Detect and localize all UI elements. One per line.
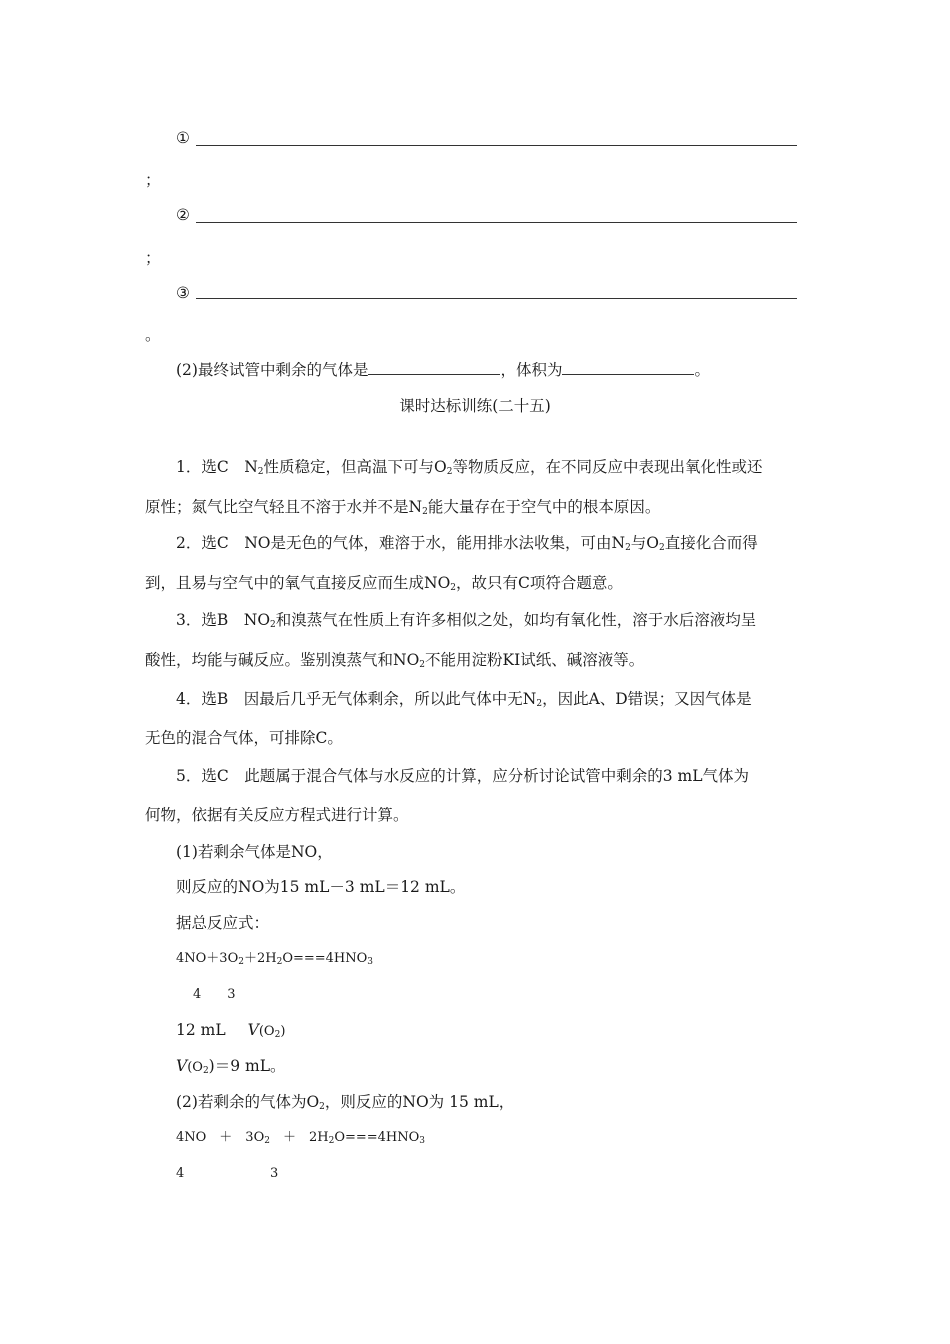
eq2-part-c: O===4HNO bbox=[334, 1130, 420, 1145]
answer-2-mid: 与O bbox=[630, 534, 660, 552]
answer-5-case-2 bbox=[176, 1092, 514, 1112]
sub-2: 2 bbox=[270, 620, 276, 630]
volume-close: ) bbox=[280, 1024, 286, 1039]
blank-item-2-marker: ② bbox=[176, 206, 190, 224]
equation-1-coefficients: 4 3 bbox=[193, 987, 236, 1002]
sub-2: 2 bbox=[202, 1066, 209, 1076]
question-2-end: 。 bbox=[694, 361, 710, 379]
answer-4-tail: ，因此A、D错误；又因气体是 bbox=[542, 690, 752, 708]
volume-paren: (O bbox=[258, 1024, 275, 1039]
answer-5-case-1-calc: 则反应的NO为15 mL－3 mL＝12 mL。 bbox=[176, 878, 466, 896]
answer-2-line-2 bbox=[145, 573, 623, 593]
answer-5-case-1: (1)若剩余气体是NO， bbox=[176, 843, 333, 861]
blank-line-3[interactable] bbox=[196, 298, 797, 299]
sub-2: 2 bbox=[450, 583, 457, 593]
equation-1 bbox=[176, 949, 373, 969]
answer-2-line-1 bbox=[176, 533, 758, 553]
sub-2: 2 bbox=[625, 543, 631, 553]
answer-3-line-1 bbox=[176, 610, 756, 630]
case-2-head: (2)若剩余的气体为O bbox=[176, 1093, 320, 1111]
eq1-part-c: O===4HNO bbox=[282, 951, 368, 966]
answer-5-result bbox=[176, 1056, 286, 1078]
blank-item-3-end: 。 bbox=[145, 326, 161, 344]
result-paren: (O bbox=[187, 1060, 203, 1075]
sub-2: 2 bbox=[419, 660, 426, 670]
answer-4-line-1 bbox=[176, 689, 752, 709]
blank-item-2-end: ； bbox=[145, 249, 161, 267]
answer-1-mid: 性质稳定，但高温下可与O bbox=[263, 458, 447, 476]
eq1-part-a: 4NO＋3O bbox=[176, 951, 239, 966]
answer-3-l2-head: 酸性，均能与碱反应。鉴别溴蒸气和NO bbox=[145, 651, 420, 669]
blank-item-3-marker: ③ bbox=[176, 284, 190, 302]
answer-1-l2-tail: 能大量存在于空气中的根本原因。 bbox=[427, 498, 661, 516]
sub-2: 2 bbox=[257, 467, 264, 477]
answer-5-line-1: 5．选C 此题属于混合气体与水反应的计算，应分析讨论试管中剩余的3 mL气体为 bbox=[176, 767, 750, 785]
answer-3-head: 3．选B NO bbox=[176, 611, 271, 629]
sub-2: 2 bbox=[536, 699, 543, 709]
answer-1-tail: 等物质反应，在不同反应中表现出氧化性或还 bbox=[452, 458, 763, 476]
question-2 bbox=[176, 359, 710, 380]
equation-2-coef-a: 4 bbox=[176, 1166, 185, 1181]
sub-3: 3 bbox=[419, 1136, 426, 1146]
answer-3-tail: 和溴蒸气在性质上有许多相似之处，如均有氧化性，溶于水后溶液均呈 bbox=[275, 611, 757, 629]
answer-1-line-1 bbox=[176, 457, 763, 477]
equation-1-quantities bbox=[176, 1020, 285, 1042]
answer-5-line-2: 何物，依据有关反应方程式进行计算。 bbox=[145, 806, 409, 824]
sub-2: 2 bbox=[328, 1136, 335, 1146]
equation-2-coef-b: 3 bbox=[270, 1166, 279, 1181]
eq1-part-b: ＋2H bbox=[243, 951, 277, 966]
answer-4-line-2: 无色的混合气体，可排除C。 bbox=[145, 729, 343, 747]
answer-5-total-reaction-label: 据总反应式： bbox=[176, 914, 270, 932]
answer-2-head: 2．选C NO是无色的气体，难溶于水，能用排水法收集，可由N bbox=[176, 534, 626, 552]
answer-1-l2-head: 原性；氮气比空气轻且不溶于水并不是N bbox=[145, 498, 423, 516]
answer-2-l2-head: 到，且易与空气中的氧气直接反应而生成NO bbox=[145, 574, 451, 592]
blank-line-2[interactable] bbox=[196, 222, 797, 223]
answer-2-tail: 直接化合而得 bbox=[664, 534, 758, 552]
sub-2: 2 bbox=[319, 1102, 325, 1112]
section-title: 课时达标训练(二十五) bbox=[399, 397, 551, 415]
sub-2: 2 bbox=[238, 957, 244, 967]
eq2-part-b: ＋ 2H bbox=[269, 1130, 329, 1145]
quantity-no: 12 mL bbox=[176, 1021, 226, 1039]
question-2-volume-label: ，体积为 bbox=[500, 361, 563, 379]
result-var: V bbox=[176, 1057, 188, 1075]
sub-2: 2 bbox=[422, 507, 428, 517]
blank-line-1[interactable] bbox=[196, 145, 797, 146]
blank-item-1-end: ； bbox=[145, 171, 161, 189]
answer-1-head: 1．选C N bbox=[176, 458, 258, 476]
sub-2: 2 bbox=[264, 1136, 270, 1146]
sub-2: 2 bbox=[276, 957, 283, 967]
sub-3: 3 bbox=[367, 957, 374, 967]
volume-blank[interactable] bbox=[562, 359, 694, 375]
answer-3-line-2 bbox=[145, 650, 644, 670]
sub-2: 2 bbox=[446, 467, 453, 477]
result-tail: )＝9 mL。 bbox=[208, 1057, 286, 1075]
answer-3-l2-tail: 不能用淀粉KI试纸、碱溶液等。 bbox=[425, 651, 645, 669]
eq2-part-a: 4NO ＋ 3O bbox=[176, 1130, 265, 1145]
equation-2 bbox=[176, 1128, 425, 1148]
answer-1-line-2 bbox=[145, 497, 660, 517]
sub-2: 2 bbox=[274, 1030, 281, 1040]
answer-2-l2-tail: ，故只有C项符合题意。 bbox=[456, 574, 623, 592]
question-2-text: (2)最终试管中剩余的气体是 bbox=[176, 361, 369, 379]
answer-4-head: 4．选B 因最后几乎无气体剩余，所以此气体中无N bbox=[176, 690, 537, 708]
remaining-gas-blank[interactable] bbox=[368, 359, 500, 375]
sub-2: 2 bbox=[659, 543, 665, 553]
blank-item-1-marker: ① bbox=[176, 129, 190, 147]
volume-var: V bbox=[247, 1021, 259, 1039]
case-2-tail: ，则反应的NO为 15 mL， bbox=[324, 1093, 515, 1111]
